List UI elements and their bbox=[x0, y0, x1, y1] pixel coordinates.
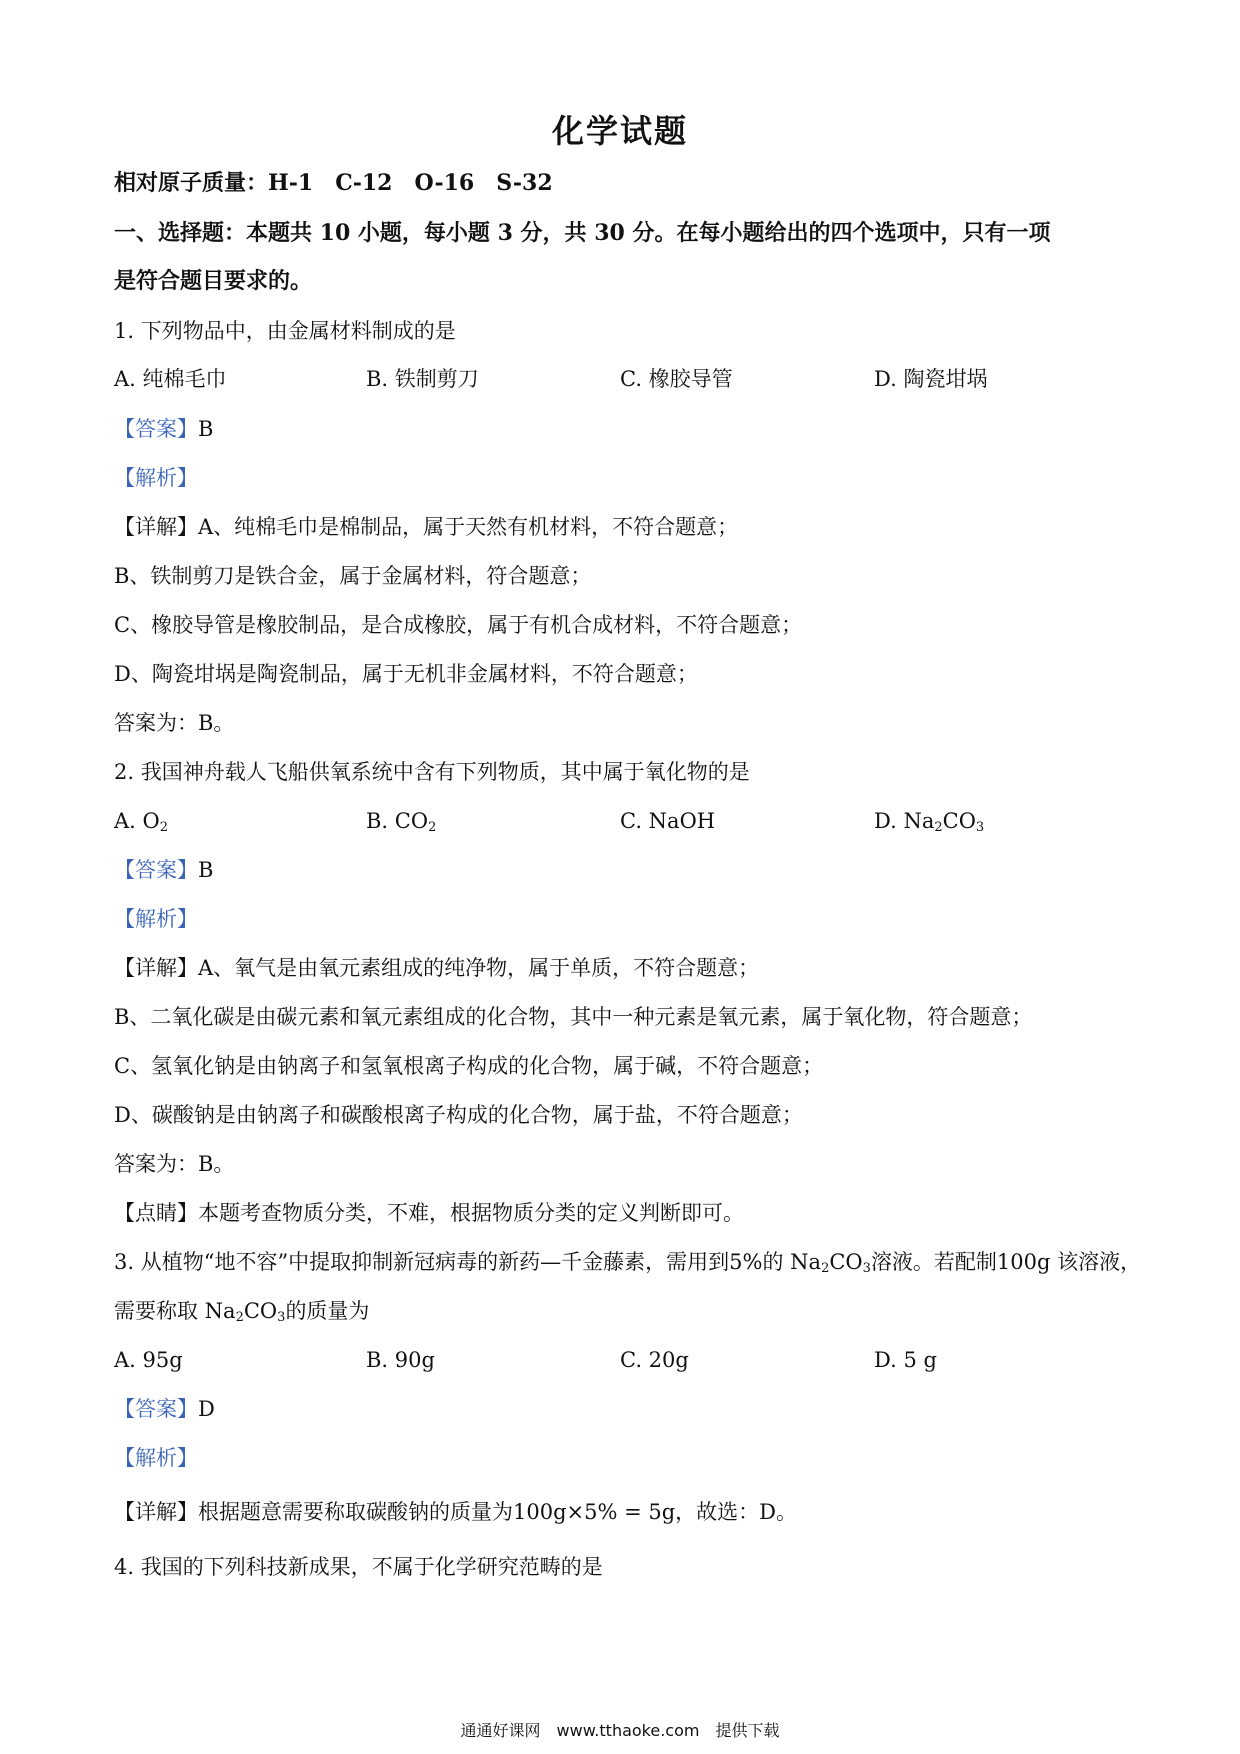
answer-label: 【答案】 bbox=[114, 1397, 198, 1421]
q3-answer bbox=[114, 1394, 1140, 1424]
q2-answer bbox=[114, 855, 1140, 885]
q1-detail-line: C、橡胶导管是橡胶制品，是合成橡胶，属于有机合成材料，不符合题意； bbox=[114, 613, 803, 637]
q1-option-d: D. 陶瓷坩埚 bbox=[874, 367, 988, 391]
analysis-label: 【解析】 bbox=[114, 1446, 198, 1470]
q3-option-a: A. 95g bbox=[114, 1348, 183, 1372]
q3-analysis bbox=[114, 1443, 1140, 1473]
q2-detail-line: C、氢氧化钠是由钠离子和氢氧根离子构成的化合物，属于碱，不符合题意； bbox=[114, 1054, 824, 1078]
q2-detail-line: D、碳酸钠是由钠离子和碳酸根离子构成的化合物，属于盐，不符合题意； bbox=[114, 1103, 803, 1127]
q4-stem: 4. 我国的下列科技新成果，不属于化学研究范畴的是 bbox=[114, 1555, 603, 1579]
q2-detail bbox=[114, 953, 1140, 983]
q2-answer-value: B bbox=[198, 858, 214, 882]
subscript: 2 bbox=[821, 1261, 830, 1276]
q3-option-c: C. 20g bbox=[620, 1348, 689, 1372]
subscript: 2 bbox=[159, 820, 169, 835]
subscript: 2 bbox=[235, 1310, 244, 1325]
q3-stem-text: CO bbox=[829, 1250, 863, 1274]
q3-stem-text: 的质量为 bbox=[285, 1299, 370, 1323]
q1-answer bbox=[114, 414, 1140, 444]
q2-option-d-text: D. Na bbox=[874, 809, 935, 833]
subscript: 3 bbox=[862, 1261, 871, 1276]
q2-stem: 2. 我国神舟载人飞船供氧系统中含有下列物质，其中属于氧化物的是 bbox=[114, 760, 750, 784]
q2-option-b bbox=[366, 806, 436, 836]
answer-label: 【答案】 bbox=[114, 858, 198, 882]
subscript: 3 bbox=[277, 1310, 286, 1325]
q1-option-c: C. 橡胶导管 bbox=[620, 367, 733, 391]
q3-stem-text: 溶液。若配制100g 该溶液， bbox=[870, 1250, 1142, 1274]
section-heading-line2: 是符合题目要求的。 bbox=[114, 268, 313, 294]
q3-answer-value: D bbox=[198, 1397, 215, 1421]
detail-label: 【详解】 bbox=[114, 956, 198, 980]
q3-option-b: B. 90g bbox=[366, 1348, 435, 1372]
analysis-label: 【解析】 bbox=[114, 907, 198, 931]
q3-stem-text: 需要称取 Na bbox=[114, 1299, 236, 1323]
detail-label: 【详解】 bbox=[114, 1500, 198, 1524]
q1-option-a: A. 纯棉毛巾 bbox=[114, 367, 227, 391]
q2-option-d bbox=[874, 806, 984, 836]
q3-stem-text: CO bbox=[243, 1299, 278, 1323]
q1-option-b: B. 铁制剪刀 bbox=[366, 367, 479, 391]
q2-comment bbox=[114, 1198, 1140, 1228]
q1-analysis bbox=[114, 463, 1140, 493]
q3-stem-line2 bbox=[114, 1296, 1140, 1326]
subscript: 2 bbox=[428, 820, 437, 835]
q2-option-d-text: CO bbox=[942, 809, 976, 833]
q1-conclusion: 答案为：B。 bbox=[114, 711, 235, 735]
q1-answer-value: B bbox=[198, 417, 214, 441]
q2-option-c: C. NaOH bbox=[620, 809, 716, 833]
page-title: 化学试题 bbox=[551, 112, 688, 150]
q1-detail-line: D、陶瓷坩埚是陶瓷制品，属于无机非金属材料，不符合题意； bbox=[114, 662, 698, 686]
q3-detail-text: 根据题意需要称取碳酸钠的质量为100g×5% = 5g，故选：D。 bbox=[198, 1500, 798, 1524]
q3-detail bbox=[114, 1497, 1140, 1527]
detail-label: 【详解】 bbox=[114, 515, 198, 539]
q2-option-b-text: B. CO bbox=[366, 809, 429, 833]
q2-option-a-text: A. O bbox=[114, 809, 160, 833]
subscript: 3 bbox=[975, 820, 985, 835]
q2-detail-line: B、二氧化碳是由碳元素和氧元素组成的化合物，其中一种元素是氧元素，属于氧化物，符合题意； bbox=[114, 1005, 1033, 1029]
q2-analysis bbox=[114, 904, 1140, 934]
atomic-mass-line: 相对原子质量：H-1 C-12 O-16 S-32 bbox=[114, 170, 553, 196]
q2-conclusion: 答案为：B。 bbox=[114, 1152, 235, 1176]
q2-comment-text: 本题考查物质分类，不难，根据物质分类的定义判断即可。 bbox=[198, 1201, 744, 1225]
q2-option-a bbox=[114, 806, 168, 836]
comment-label: 【点睛】 bbox=[114, 1201, 198, 1225]
q2-detail-text: A、氧气是由氧元素组成的纯净物，属于单质，不符合题意； bbox=[198, 956, 760, 980]
q1-detail-text: A、纯棉毛巾是棉制品，属于天然有机材料，不符合题意； bbox=[198, 515, 739, 539]
page-footer: 通通好课网 www.tthaoke.com 提供下载 bbox=[460, 1721, 780, 1740]
q3-stem bbox=[114, 1247, 1140, 1277]
q1-detail-line: B、铁制剪刀是铁合金，属于金属材料，符合题意； bbox=[114, 564, 592, 588]
q3-option-d: D. 5 g bbox=[874, 1348, 937, 1372]
q1-detail bbox=[114, 512, 1140, 542]
analysis-label: 【解析】 bbox=[114, 466, 198, 490]
subscript: 2 bbox=[934, 820, 943, 835]
answer-label: 【答案】 bbox=[114, 417, 198, 441]
q3-stem-text: 3. 从植物“地不容”中提取抑制新冠病毒的新药—千金藤素，需用到5%的 Na bbox=[114, 1250, 822, 1274]
section-heading-line1: 一、选择题：本题共 10 小题，每小题 3 分，共 30 分。在每小题给出的四个选项中，只有一项 bbox=[114, 220, 1051, 246]
q1-stem: 1. 下列物品中，由金属材料制成的是 bbox=[114, 319, 456, 343]
